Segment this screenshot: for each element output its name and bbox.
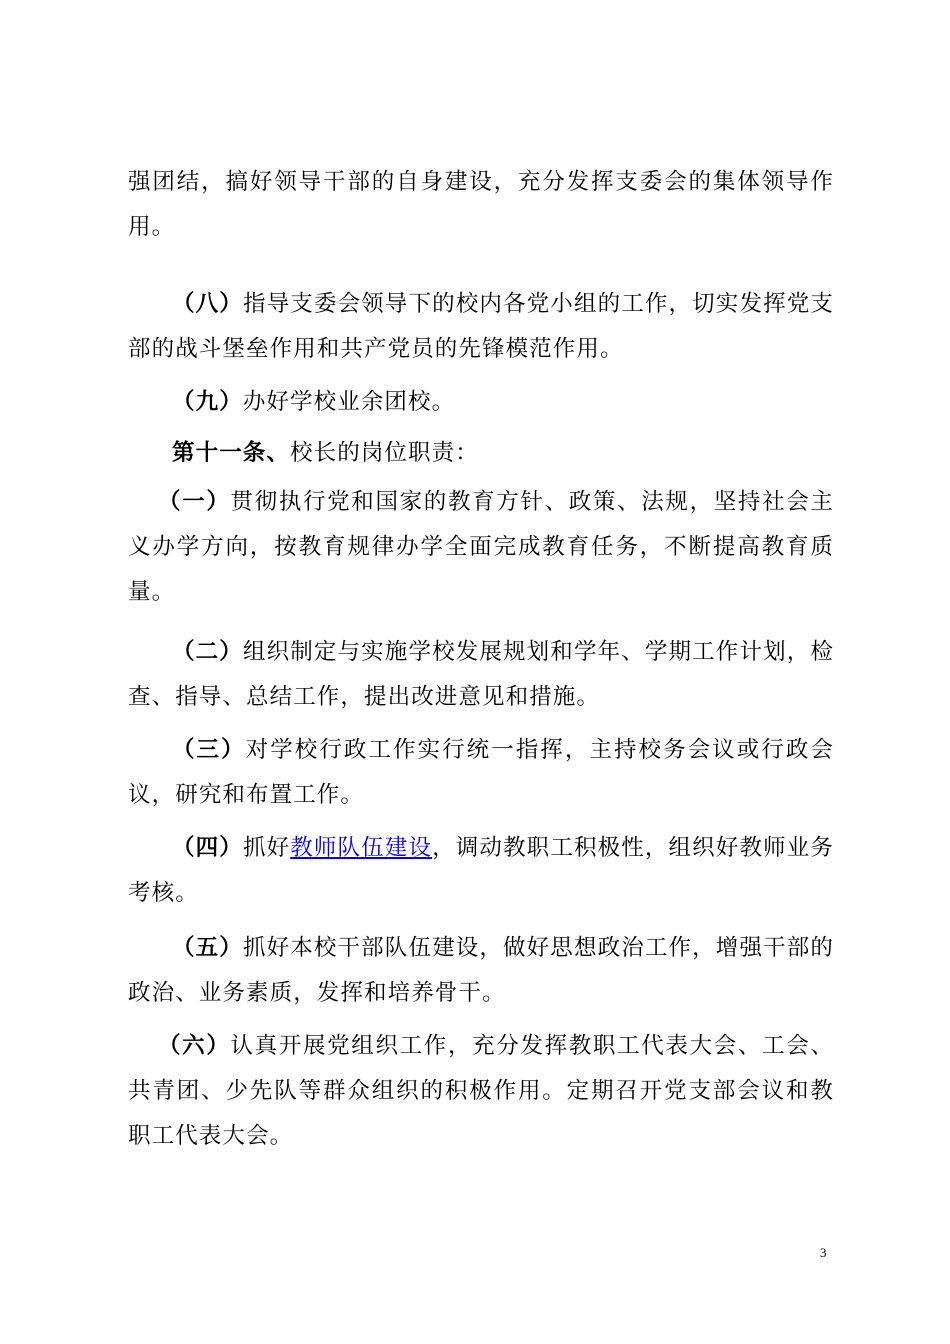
- page-number: 3: [820, 1245, 827, 1260]
- item-label: （二）: [172, 639, 243, 665]
- item-label: （三）: [172, 737, 246, 763]
- paragraph-text: 抓好: [242, 835, 291, 861]
- paragraph-text: 贯彻执行党和国家的教育方针、政策、法规，坚持社会主义办学方向，按教育规律办学全面完成教育任务，不断提高教育质量。: [128, 489, 834, 605]
- item-label: （四）: [172, 835, 243, 861]
- paragraph-item-4: [128, 826, 834, 916]
- paragraph-item-3: [128, 728, 834, 818]
- paragraph-item-6: [128, 1024, 834, 1159]
- item-label: （九）: [172, 389, 243, 415]
- paragraph-item-2: [128, 630, 834, 720]
- paragraph-text: 对学校行政工作实行统一指挥，主持校务会议或行政会议，研究和布置工作。: [128, 737, 834, 808]
- article-label: 第十一条、: [172, 440, 291, 466]
- paragraph-text: 办好学校业余团校。: [242, 389, 456, 415]
- item-label: （六）: [158, 1033, 231, 1059]
- paragraph-text: 认真开展党组织工作，充分发挥教职工代表大会、工会、共青团、少先队等群众组织的积极作用。定期召开党支部会议和教职工代表大会。: [128, 1033, 834, 1149]
- paragraph-text: 组织制定与实施学校发展规划和学年、学期工作计划，检查、指导、总结工作，提出改进意见和措施。: [128, 639, 834, 710]
- paragraph-text: 抓好本校干部队伍建设，做好思想政治工作，增强干部的政治、业务素质，发挥和培养骨干。: [128, 935, 834, 1006]
- paragraph-item-1: [128, 480, 834, 615]
- teacher-team-link[interactable]: 教师队伍建设: [290, 835, 433, 861]
- item-label: （八）: [172, 291, 243, 317]
- paragraph-text: 强团结，搞好领导干部的自身建设，充分发挥支委会的集体领导作用。: [128, 169, 834, 240]
- item-label: （五）: [172, 935, 243, 961]
- article-11-heading: [128, 431, 834, 476]
- paragraph-text: 指导支委会领导下的校内各党小组的工作，切实发挥党支部的战斗堡垒作用和共产党员的先锋模范作用。: [128, 291, 834, 362]
- paragraph-item-8: [128, 282, 834, 372]
- item-label: （一）: [158, 489, 231, 515]
- paragraph-item-5: [128, 926, 834, 1016]
- article-title: 校长的岗位职责：: [290, 440, 479, 466]
- paragraph-item-9: [128, 380, 834, 425]
- paragraph-text: ，调动教职工积极性，组织好教师业务考核。: [128, 835, 835, 906]
- paragraph-continuation: [128, 160, 834, 250]
